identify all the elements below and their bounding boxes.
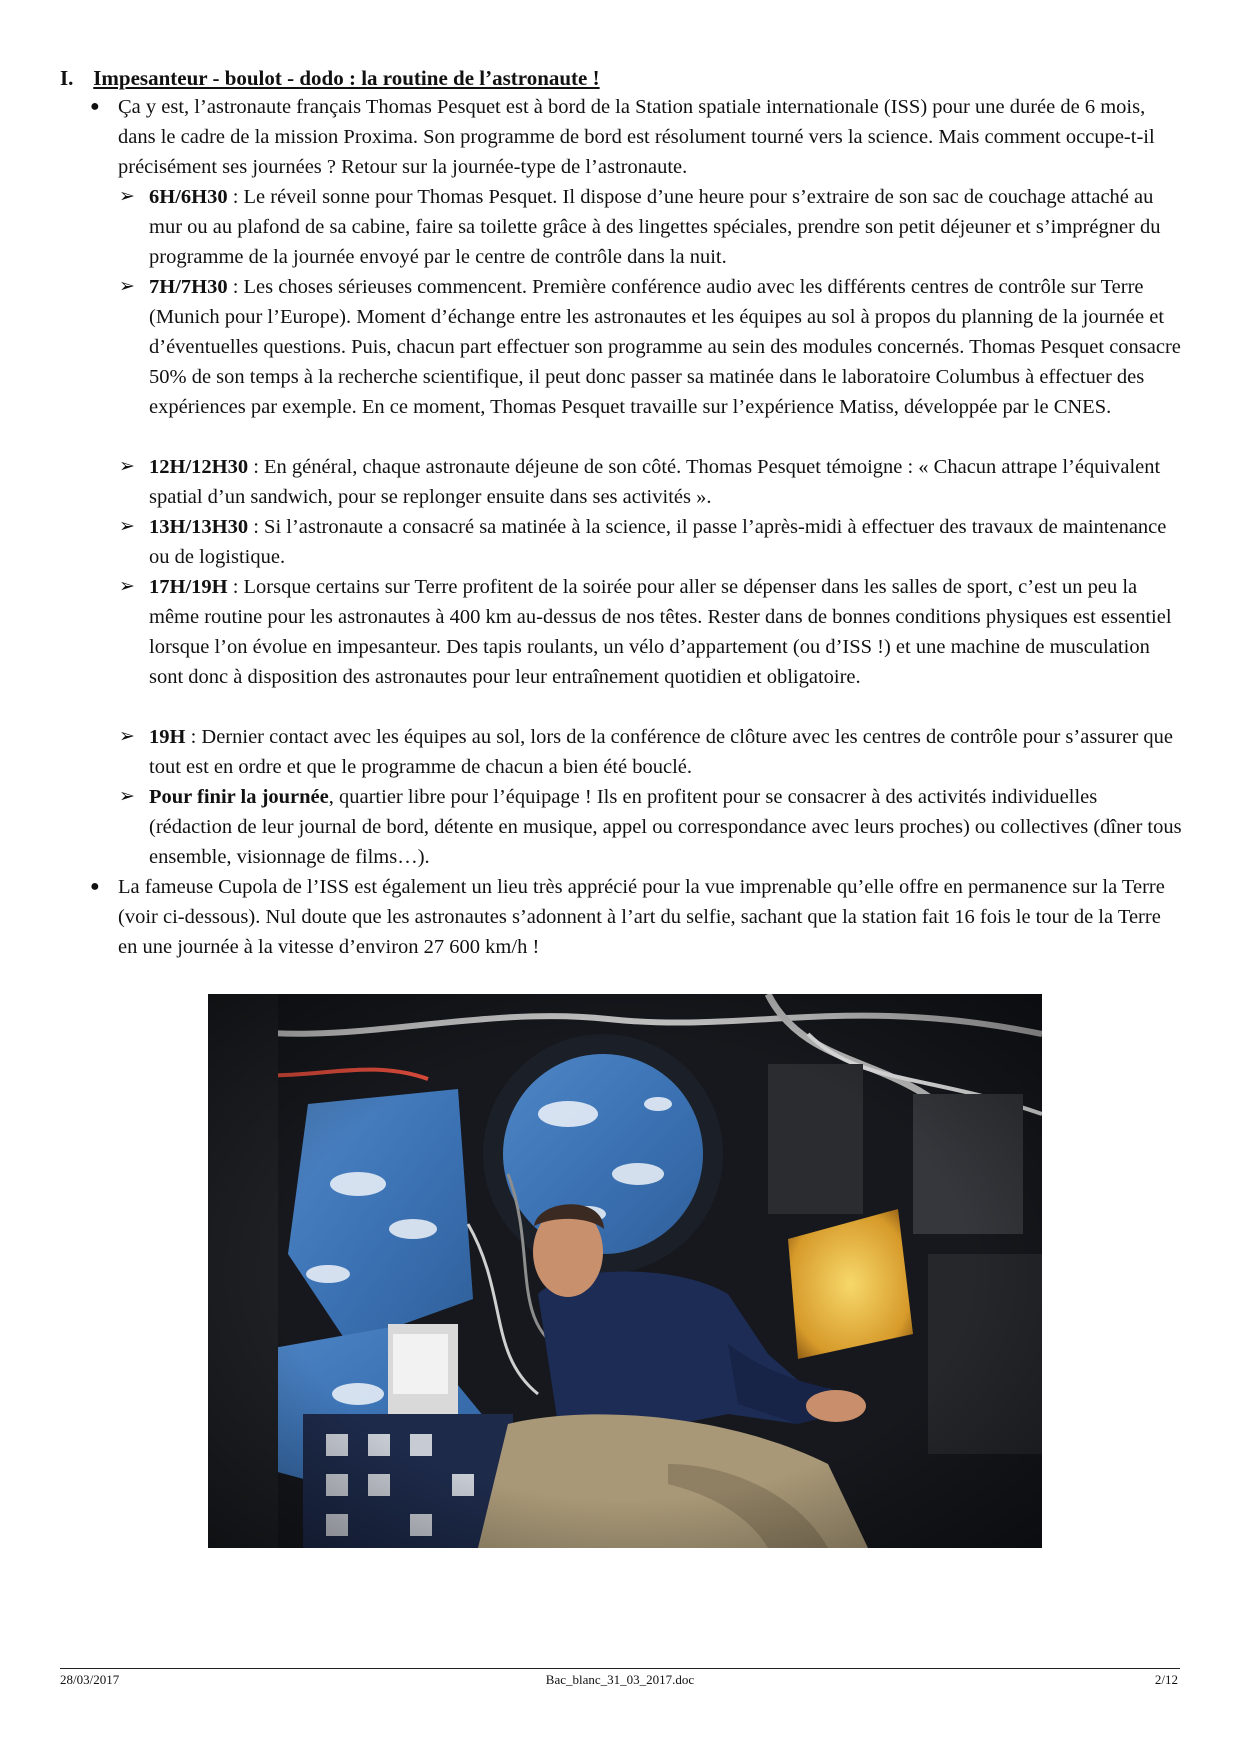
schedule-item	[119, 722, 1185, 782]
cupola-astronaut-photo	[208, 994, 1042, 1548]
arrow-bullet-icon: ➢	[119, 576, 135, 597]
bullet-intro	[90, 92, 1183, 182]
schedule-text: : En général, chaque astronaute déjeune de son côté. Thomas Pesquet témoigne : « Chacun attrape l’équivalent spatial d’un sandwich, pour se replonger ensuite dans ses activités ».	[149, 456, 1161, 508]
schedule-text: : Lorsque certains sur Terre profitent de la soirée pour aller se dépenser dans les salles de sport, c’est un peu la même routine pour les astronautes à 400 km au-dessus de nos têtes. Rester dans de bonnes conditions physiques est essentiel lorsque l’on évolue en impesanteur. Des tapis roulants, un vélo d’appartement (ou d’ISS !) et une machine de musculation sont donc à disposition des astronautes pour leur entraînement quotidien et obligatoire.	[149, 576, 1172, 688]
section-title: Impesanteur - boulot - dodo : la routine de l’astronaute !	[93, 66, 600, 90]
schedule-text: , quartier libre pour l’équipage ! Ils en profitent pour se consacrer à des activités individuelles (rédaction de leur journal de bord, détente en musique, appel ou correspondance avec leurs proches) ou collectives (dîner tous ensemble, visionnage de films…).	[149, 786, 1182, 868]
schedule-item	[119, 572, 1185, 692]
arrow-bullet-icon: ➢	[119, 786, 135, 807]
schedule-time: 6H/6H30	[149, 186, 228, 208]
bullet-dot-icon: ●	[90, 878, 100, 895]
bullet-dot-icon: ●	[90, 98, 100, 115]
schedule-item	[119, 512, 1185, 572]
cupola-text: La fameuse Cupola de l’ISS est également un lieu très apprécié pour la vue imprenable qu’elle offre en permanence sur la Terre (voir ci-dessous). Nul doute que les astronautes s’adonnent à l’art du selfie, sachant que la station fait 16 fois le tour de la Terre en une journée à la vitesse d’environ 27 600 km/h !	[118, 876, 1165, 958]
schedule-time: 17H/19H	[149, 576, 228, 598]
arrow-bullet-icon: ➢	[119, 276, 135, 297]
schedule-text: : Les choses sérieuses commencent. Première conférence audio avec les différents centres de contrôle sur Terre (Munich pour l’Europe). Moment d’échange entre les astronautes et les équipes au sol à propos du planning de la journée et d’éventuelles questions. Puis, chacun part effectuer son programme au sein des modules concernés. Thomas Pesquet consacre 50% de son temps à la recherche scientifique, il peut donc passer sa matinée dans le laboratoire Columbus à effectuer des expériences par exemple. En ce moment, Thomas Pesquet travaille sur l’expérience Matiss, développée par le CNES.	[149, 276, 1181, 418]
footer-divider	[60, 1668, 1180, 1669]
schedule-item	[119, 452, 1185, 512]
schedule-text: : Le réveil sonne pour Thomas Pesquet. Il dispose d’une heure pour s’extraire de son sac de couchage attaché au mur ou au plafond de sa cabine, faire sa toilette grâce à des lingettes spéciales, prendre son petit déjeuner et s’imprégner du programme de la journée envoyé par le centre de contrôle dans la nuit.	[149, 186, 1161, 268]
schedule-time: Pour finir la journée	[149, 786, 329, 808]
bullet-cupola	[90, 872, 1183, 962]
section-number: I.	[60, 66, 74, 90]
schedule-time: 12H/12H30	[149, 456, 249, 478]
footer-page-number: 2/12	[1154, 1672, 1178, 1687]
schedule-time: 13H/13H30	[149, 516, 249, 538]
schedule-item	[119, 272, 1185, 422]
footer-filename: Bac_blanc_31_03_2017.doc	[545, 1672, 695, 1687]
section-heading	[60, 64, 600, 92]
schedule-text: : Dernier contact avec les équipes au sol, lors de la conférence de clôture avec les centres de contrôle pour s’assurer que tout est en ordre et que le programme de chacun a bien été bouclé.	[149, 726, 1173, 778]
arrow-bullet-icon: ➢	[119, 726, 135, 747]
schedule-item	[119, 782, 1185, 872]
photo-vignette	[208, 994, 1042, 1548]
schedule-item	[119, 182, 1185, 272]
intro-text: Ça y est, l’astronaute français Thomas Pesquet est à bord de la Station spatiale internationale (ISS) pour une durée de 6 mois, dans le cadre de la mission Proxima. Son programme de bord est résolument tourné vers la science. Mais comment occupe-t-il précisément ses journées ? Retour sur la journée-type de l’astronaute.	[118, 96, 1155, 178]
schedule-time: 19H	[149, 726, 186, 748]
footer-date: 28/03/2017	[60, 1672, 120, 1687]
schedule-time: 7H/7H30	[149, 276, 228, 298]
arrow-bullet-icon: ➢	[119, 456, 135, 477]
arrow-bullet-icon: ➢	[119, 186, 135, 207]
arrow-bullet-icon: ➢	[119, 516, 135, 537]
schedule-text: : Si l’astronaute a consacré sa matinée à la science, il passe l’après-midi à effectuer des travaux de maintenance ou de logistique.	[149, 516, 1167, 568]
